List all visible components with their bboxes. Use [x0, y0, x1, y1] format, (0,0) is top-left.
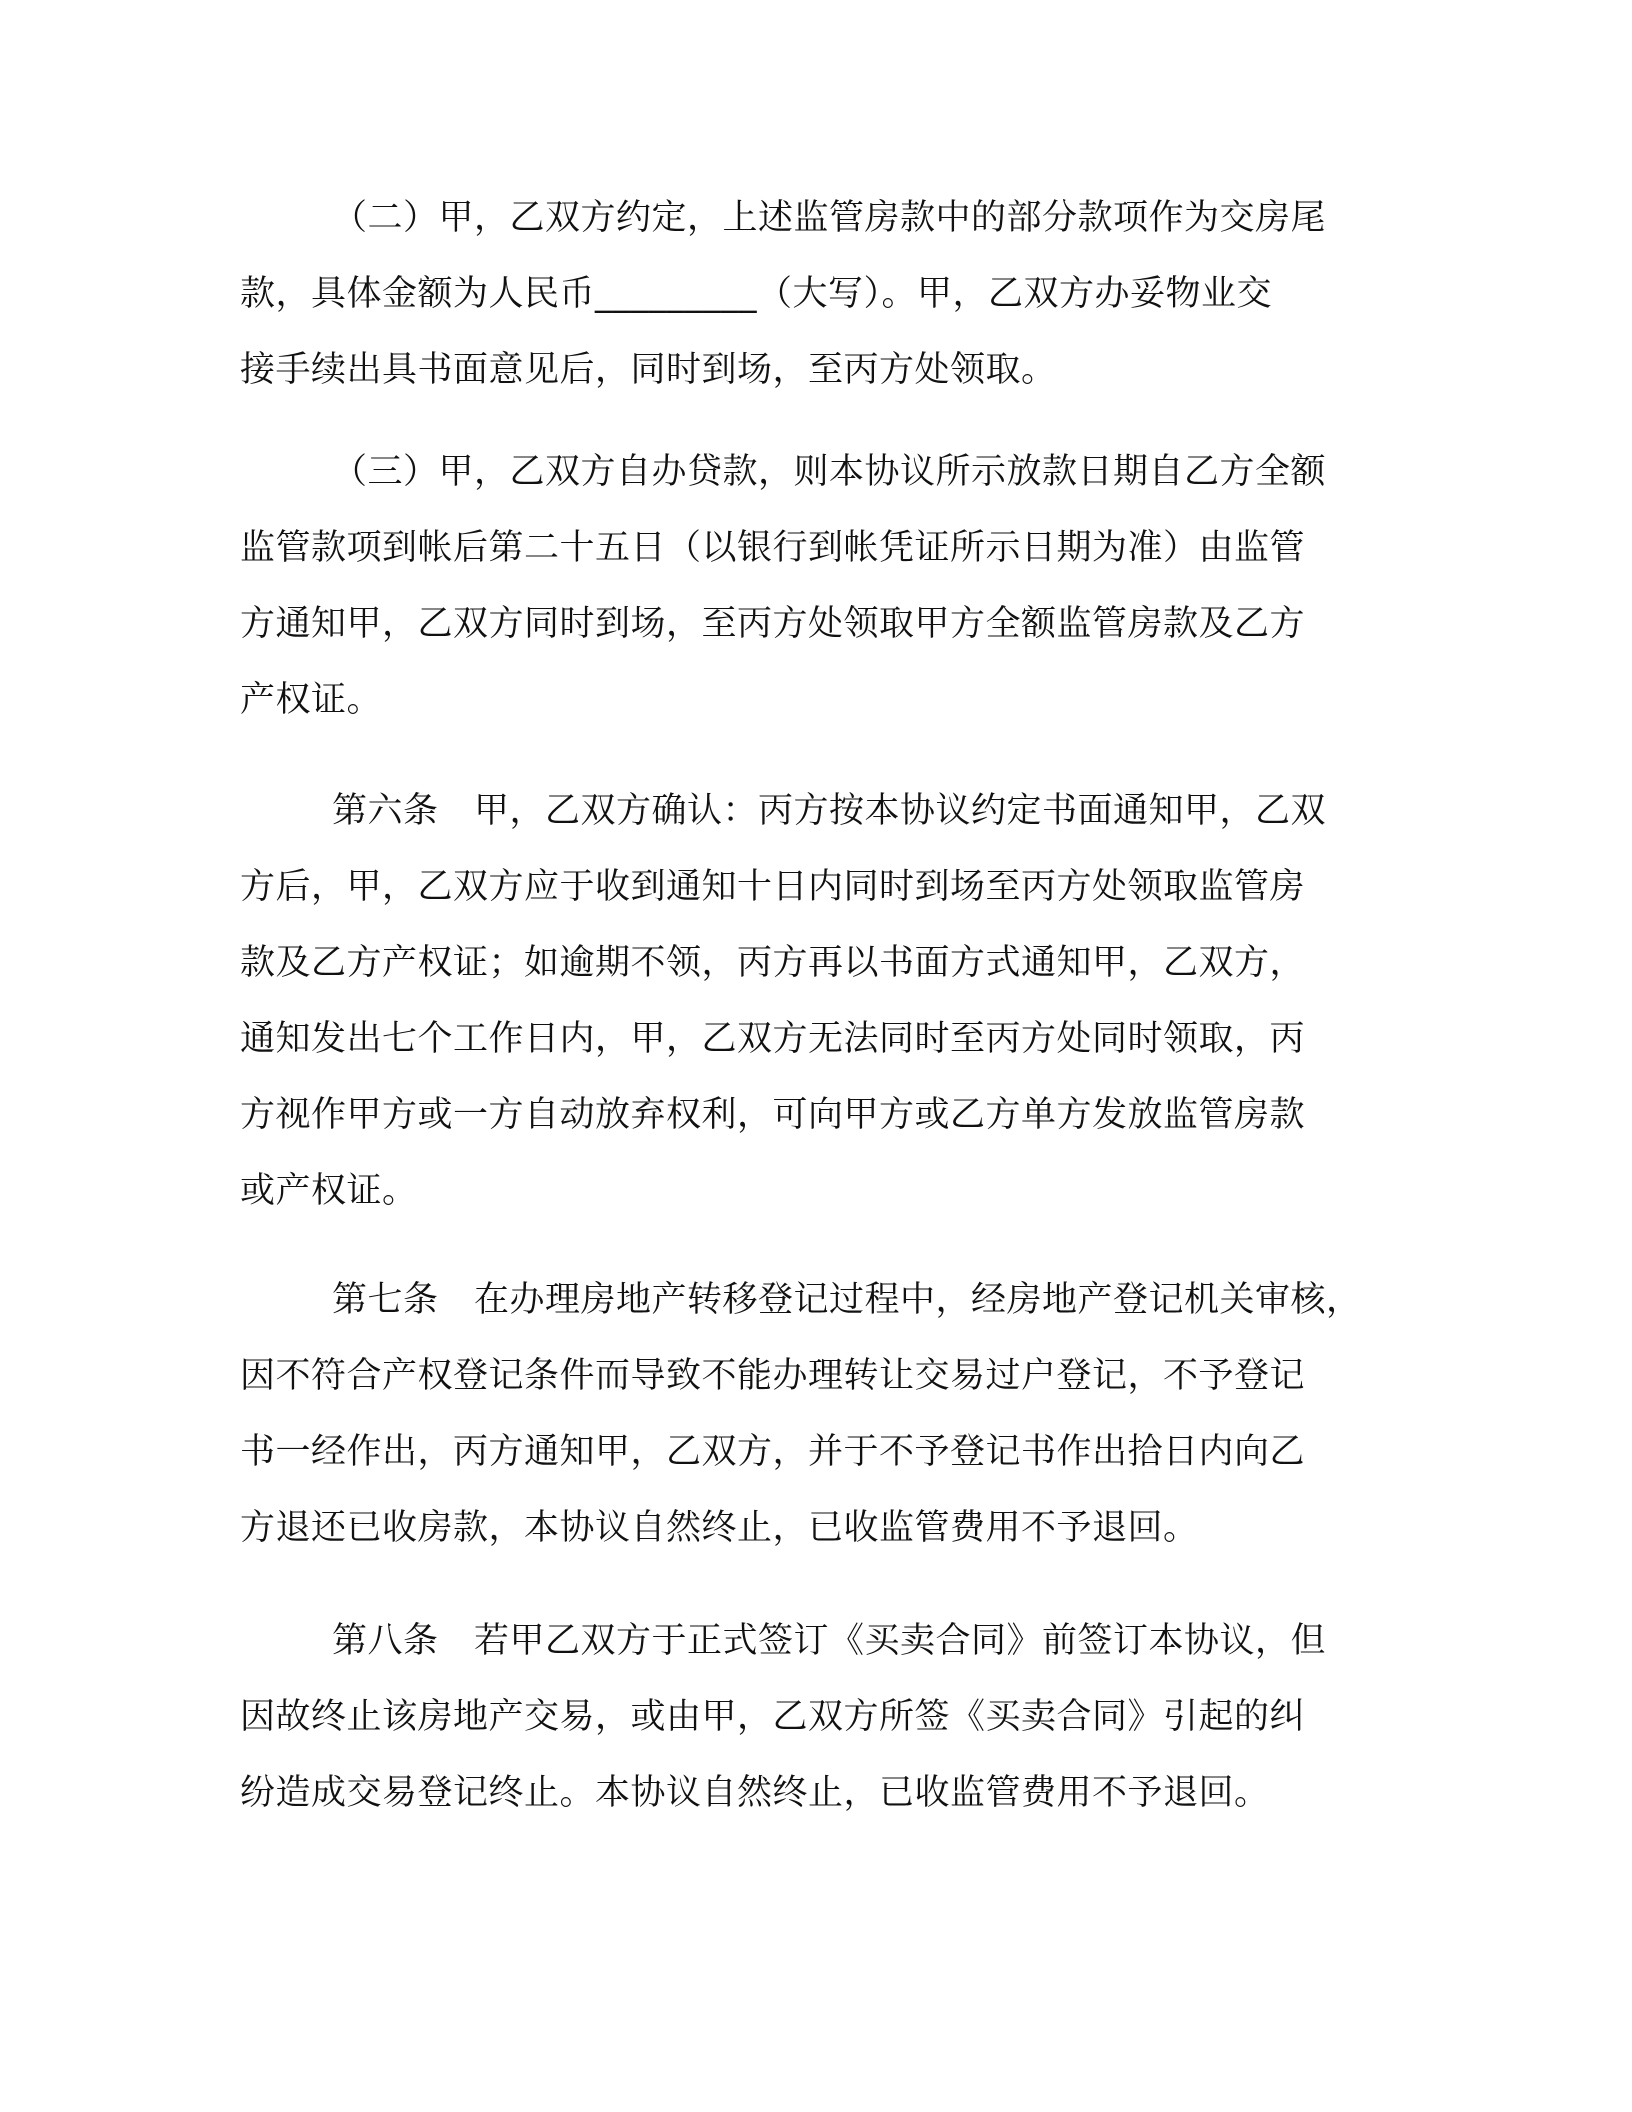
- text-line: 款及乙方产权证；如逾期不领，丙方再以书面方式通知甲，乙双方，: [240, 943, 1306, 983]
- text-line: 第七条 在办理房地产转移登记过程中，经房地产登记机关审核，: [332, 1280, 1362, 1320]
- paragraph-article-8: [240, 1603, 1420, 1831]
- paragraph-self-loan: [240, 434, 1420, 738]
- text-line: 款，具体金额为人民币_________（大写）。甲，乙双方办妥物业交: [240, 274, 1273, 314]
- text-line: 接手续出具书面意见后，同时到场，至丙方处领取。: [240, 350, 1057, 390]
- text-line: 第六条 甲，乙双方确认：丙方按本协议约定书面通知甲，乙双: [332, 791, 1327, 831]
- text-line: 因故终止该房地产交易，或由甲，乙双方所签《买卖合同》引起的纠: [240, 1697, 1306, 1737]
- text-line: 书一经作出，丙方通知甲，乙双方，并于不予登记书作出拾日内向乙: [240, 1432, 1306, 1472]
- text-line: 第八条 若甲乙双方于正式签订《买卖合同》前签订本协议，但: [332, 1621, 1327, 1661]
- paragraph-article-6: [240, 773, 1420, 1229]
- text-line: （二）甲，乙双方约定，上述监管房款中的部分款项作为交房尾: [332, 198, 1327, 238]
- text-line: 方后，甲，乙双方应于收到通知十日内同时到场至丙方处领取监管房: [240, 867, 1306, 907]
- text-line: 通知发出七个工作日内，甲，乙双方无法同时至丙方处同时领取，丙: [240, 1019, 1306, 1059]
- paragraph-article-7: [240, 1262, 1420, 1566]
- text-line: 方退还已收房款，本协议自然终止，已收监管费用不予退回。: [240, 1508, 1199, 1548]
- text-line: （三）甲，乙双方自办贷款，则本协议所示放款日期自乙方全额: [332, 452, 1327, 492]
- text-line: 方视作甲方或一方自动放弃权利，可向甲方或乙方单方发放监管房款: [240, 1095, 1306, 1135]
- text-line: 方通知甲，乙双方同时到场，至丙方处领取甲方全额监管房款及乙方: [240, 604, 1306, 644]
- text-line: 纷造成交易登记终止。本协议自然终止，已收监管费用不予退回。: [240, 1773, 1270, 1813]
- text-line: 产权证。: [240, 680, 383, 720]
- text-line: 因不符合产权登记条件而导致不能办理转让交易过户登记，不予登记: [240, 1356, 1306, 1396]
- text-line: 监管款项到帐后第二十五日（以银行到帐凭证所示日期为准）由监管: [240, 528, 1306, 568]
- paragraph-delivery-balance: [240, 180, 1420, 408]
- text-line: 或产权证。: [240, 1171, 418, 1211]
